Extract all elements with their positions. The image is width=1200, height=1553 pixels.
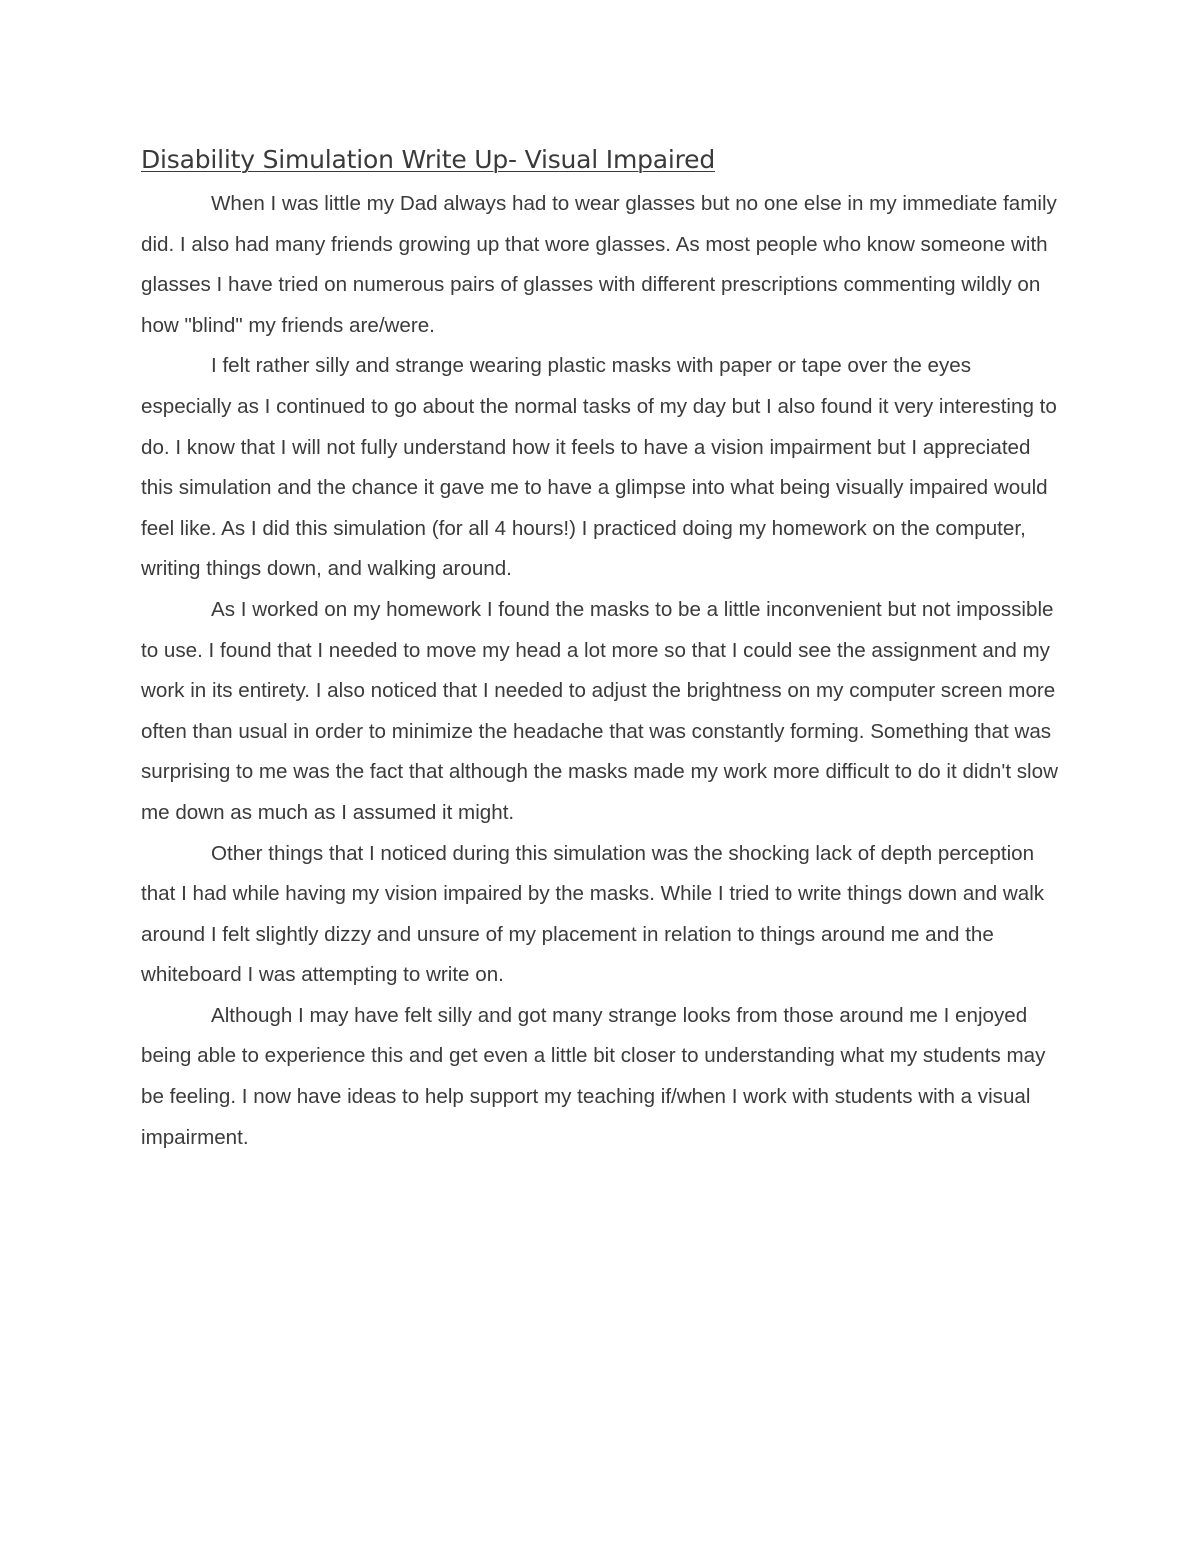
document-body bbox=[141, 140, 1061, 1158]
paragraph-3: As I worked on my homework I found the masks to be a little inconvenient but not impossible to use. I found that I needed to move my head a lot more so that I could see the assignment and my work in its entirety. I also noticed that I needed to adjust the brightness on my computer screen more often than usual in order to minimize the headache that was constantly forming. Something that was surprising to me was the fact that although the masks made my work more difficult to do it didn't slow me down as much as I assumed it might. bbox=[141, 597, 1058, 824]
paragraph-5: Although I may have felt silly and got many strange looks from those around me I enjoyed being able to experience this and get even a little bit closer to understanding what my students may be feeling. I now have ideas to help support my teaching if/when I work with students with a visual impairment. bbox=[141, 1003, 1046, 1149]
paragraph-2: I felt rather silly and strange wearing plastic masks with paper or tape over the eyes especially as I continued to go about the normal tasks of my day but I also found it very interesting to do. I know that I will not fully understand how it feels to have a vision impairment but I appreciated this simulation and the chance it gave me to have a glimpse into what being visually impaired would feel like. As I did this simulation (for all 4 hours!) I practiced doing my homework on the computer, writing things down, and walking around. bbox=[141, 354, 1057, 581]
document-title: Disability Simulation Write Up- Visual Impaired bbox=[141, 145, 716, 174]
paragraph-4: Other things that I noticed during this simulation was the shocking lack of depth perception that I had while having my vision impaired by the masks. While I tried to write things down and walk around I felt slightly dizzy and unsure of my placement in relation to things around me and the whiteboard I was attempting to write on. bbox=[141, 841, 1045, 987]
paragraph-1: When I was little my Dad always had to wear glasses but no one else in my immediate family did. I also had many friends growing up that wore glasses. As most people who know someone with glasses I have tried on numerous pairs of glasses with different prescriptions commenting wildly on how "blind" my friends are/were. bbox=[141, 192, 1057, 337]
